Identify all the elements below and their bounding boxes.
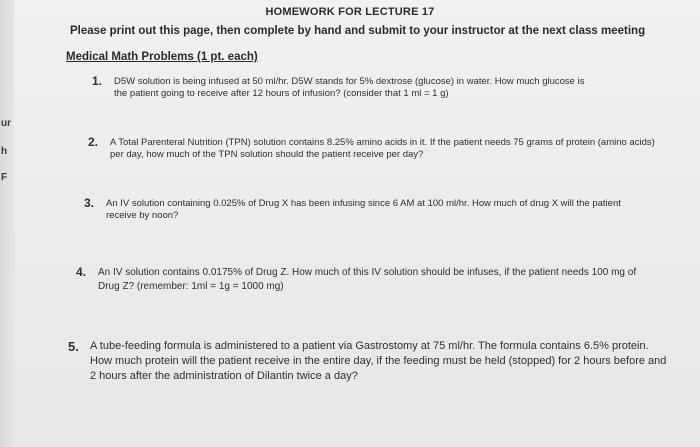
question-text: An IV solution contains 0.0175% of Drug Z. How much of this IV solution should be infuses, if the patient needs 100 mg of Drug Z? (remember: 1ml = 1g = 1000 mg)	[98, 267, 637, 292]
question-5	[68, 339, 668, 384]
section-heading: Medical Math Problems (1 pt. each)	[66, 51, 258, 63]
question-number: 1.	[92, 74, 103, 88]
question-number: 2.	[88, 135, 99, 149]
question-2	[88, 137, 658, 161]
question-4	[76, 266, 646, 294]
edge-fragment: F	[1, 172, 8, 183]
edge-fragment: ur	[1, 118, 11, 129]
question-number: 3.	[84, 196, 95, 210]
question-text: A tube-feeding formula is administered to a patient via Gastrostomy at 75 ml/hr. The formula contains 6.5% protein. How much protein will the patient receive in the entire day, if the feeding must be held (stopped) for 2 hours before and 2 hours after the administration of Dilantin twice a day?	[90, 340, 667, 382]
question-number: 5.	[68, 339, 79, 354]
instructions-text: Please print out this page, then complete by hand and submit to your instructor at the next class meeting	[70, 25, 646, 37]
page-title: HOMEWORK FOR LECTURE 17	[265, 6, 435, 18]
question-text: A Total Parenteral Nutrition (TPN) solution contains 8.25% amino acids in it. If the patient needs 75 grams of protein (amino acids) per day, how much of the TPN solution should the patient receive per day?	[110, 137, 655, 160]
question-number: 4.	[76, 265, 87, 279]
question-1	[92, 76, 592, 100]
left-page-edge	[0, 0, 14, 447]
question-text: An IV solution containing 0.025% of Drug X has been infusing since 6 AM at 100 ml/hr. How much of drug X will the patient receive by noon?	[106, 198, 621, 221]
edge-fragment: h	[1, 146, 8, 157]
question-text: D5W solution is being infused at 50 ml/hr. D5W stands for 5% dextrose (glucose) in water. How much glucose is the patient going to receive after 12 hours of infusion? (consider that 1 ml = 1 g)	[114, 76, 585, 99]
question-3	[84, 198, 644, 222]
